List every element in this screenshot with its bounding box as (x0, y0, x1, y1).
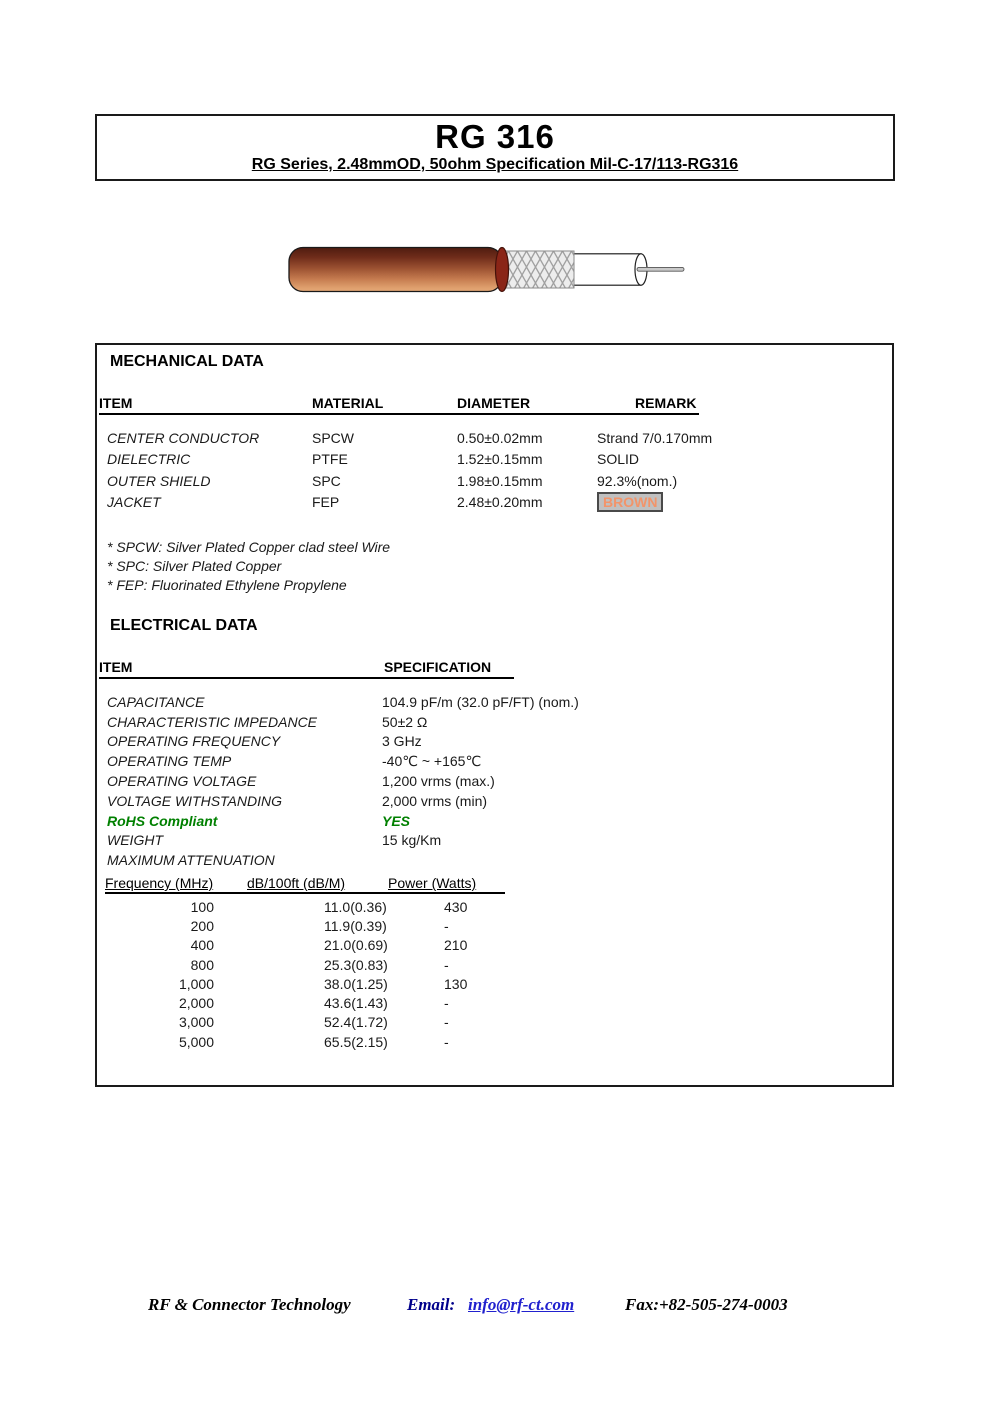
attenuation-cell: 65.5(2.15) (324, 1033, 388, 1050)
diameter-cell: 2.48±0.20mm (457, 494, 543, 511)
spec-cell: 3 GHz (382, 733, 422, 750)
attenuation-cell: 38.0(1.25) (324, 975, 388, 992)
footnote: * SPCW: Silver Plated Copper clad steel Wire (107, 539, 391, 555)
table-row (107, 751, 807, 771)
footnote: * FEP: Fluorinated Ethylene Propylene (107, 577, 347, 593)
table-row (105, 916, 545, 935)
table-row (105, 1032, 545, 1051)
attenuation-cell: 11.9(0.39) (324, 917, 387, 934)
remark-cell: Strand 7/0.170mm (597, 429, 713, 446)
material-cell: FEP (312, 494, 340, 511)
column-frequency: Frequency (MHz) (105, 875, 214, 891)
power-cell: - (444, 995, 449, 1012)
electrical-data-heading: ELECTRICAL DATA (110, 617, 258, 634)
page-subtitle: RG Series, 2.48mmOD, 50ohm Specification Mil-C-17/113-RG316 (251, 156, 739, 173)
table-row (107, 492, 887, 514)
frequency-cell: 100 (190, 898, 214, 915)
table-row (107, 732, 807, 752)
table-row (105, 955, 545, 974)
item-cell: RoHS Compliant (107, 812, 218, 829)
jacket-end-ring (496, 248, 509, 292)
table-row (107, 470, 887, 492)
column-material: MATERIAL (312, 395, 384, 411)
remark-cell: 92.3%(nom.) (597, 472, 678, 489)
power-cell: - (444, 1014, 449, 1031)
table-row (107, 449, 887, 471)
company-name: RF & Connector Technology (148, 1295, 351, 1314)
diameter-cell: 0.50±0.02mm (457, 429, 543, 446)
column-item: ITEM (99, 659, 133, 675)
frequency-cell: 200 (190, 917, 214, 934)
frequency-cell: 2,000 (178, 995, 214, 1012)
dielectric (566, 254, 647, 285)
attenuation-table-header (105, 875, 505, 894)
power-cell: - (444, 1033, 449, 1050)
item-cell: VOLTAGE WITHSTANDING (107, 792, 283, 809)
title-box (95, 114, 895, 181)
fax-number: Fax:+82-505-274-0003 (625, 1295, 788, 1314)
column-remark: REMARK (635, 395, 697, 411)
mechanical-table (107, 427, 887, 513)
item-cell: CAPACITANCE (107, 693, 205, 710)
table-row (107, 791, 807, 811)
spec-cell: YES (382, 812, 411, 829)
diameter-cell: 1.98±0.15mm (457, 472, 543, 489)
attenuation-cell: 11.0(0.36) (324, 898, 387, 915)
table-row (105, 1013, 545, 1032)
data-box (95, 343, 894, 1087)
attenuation-table (105, 897, 545, 1051)
column-item: ITEM (99, 395, 133, 411)
jacket-color-badge: BROWN (597, 492, 663, 512)
page-footer (0, 1295, 992, 1319)
item-cell: OPERATING FREQUENCY (107, 733, 281, 750)
column-power: Power (Watts) (388, 875, 477, 891)
frequency-cell: 1,000 (178, 975, 214, 992)
spec-cell: 1,200 vrms (max.) (382, 773, 495, 790)
frequency-cell: 400 (190, 937, 214, 954)
spec-cell: 15 kg/Km (382, 832, 442, 849)
remark-cell (597, 492, 887, 512)
jacket (289, 248, 502, 292)
footnote: * SPC: Silver Plated Copper (107, 558, 282, 574)
item-cell: OPERATING TEMP (107, 753, 232, 770)
table-row (107, 712, 807, 732)
table-row (107, 427, 887, 449)
power-cell: 130 (444, 975, 468, 992)
electrical-table-header (99, 659, 514, 679)
electrical-table (107, 692, 807, 870)
table-row (107, 850, 807, 870)
diameter-cell: 1.52±0.15mm (457, 451, 543, 468)
table-row (105, 993, 545, 1012)
attenuation-cell: 21.0(0.69) (324, 937, 388, 954)
rohs-row (107, 811, 807, 831)
item-cell: OUTER SHIELD (107, 472, 211, 489)
material-footnotes (107, 538, 390, 595)
column-attenuation: dB/100ft (dB/M) (247, 875, 346, 891)
power-cell: 210 (444, 937, 468, 954)
email-label: Email: (407, 1295, 456, 1314)
material-cell: SPC (312, 472, 341, 489)
column-diameter: DIAMETER (457, 395, 531, 411)
attenuation-cell: 43.6(1.43) (324, 995, 388, 1012)
item-cell: DIELECTRIC (107, 451, 191, 468)
frequency-cell: 800 (190, 956, 214, 973)
attenuation-cell: 52.4(1.72) (324, 1014, 388, 1031)
page-title: RG 316 (435, 118, 555, 155)
column-specification: SPECIFICATION (384, 659, 492, 675)
table-row (105, 936, 545, 955)
table-row (105, 974, 545, 993)
item-cell: CHARACTERISTIC IMPEDANCE (107, 713, 318, 730)
power-cell: - (444, 956, 449, 973)
frequency-cell: 3,000 (178, 1014, 214, 1031)
spec-cell: 50±2 Ω (382, 713, 428, 730)
power-cell: - (444, 917, 449, 934)
spec-cell: 104.9 pF/m (32.0 pF/FT) (nom.) (382, 693, 579, 710)
table-row (105, 897, 545, 916)
mechanical-table-header (99, 395, 699, 415)
mechanical-data-heading: MECHANICAL DATA (110, 353, 264, 370)
material-cell: SPCW (312, 429, 354, 446)
power-cell: 430 (444, 898, 468, 915)
center-conductor (637, 267, 684, 271)
coaxial-cable-image (288, 243, 690, 297)
spec-cell: -40℃ ~ +165℃ (382, 752, 482, 769)
attenuation-cell: 25.3(0.83) (324, 956, 388, 973)
table-row (107, 831, 807, 851)
table-row (107, 771, 807, 791)
item-cell: WEIGHT (107, 832, 163, 849)
item-cell: JACKET (107, 494, 161, 511)
frequency-cell: 5,000 (178, 1033, 214, 1050)
item-cell: CENTER CONDUCTOR (107, 429, 260, 446)
table-row (107, 692, 807, 712)
spec-cell: 2,000 vrms (min) (382, 792, 488, 809)
email-link[interactable]: info@rf-ct.com (468, 1295, 575, 1314)
item-cell: OPERATING VOLTAGE (107, 773, 257, 790)
material-cell: PTFE (312, 451, 348, 468)
item-cell: MAXIMUM ATTENUATION (107, 852, 275, 869)
outer-shield-braid (501, 251, 574, 288)
remark-cell: SOLID (597, 451, 640, 468)
